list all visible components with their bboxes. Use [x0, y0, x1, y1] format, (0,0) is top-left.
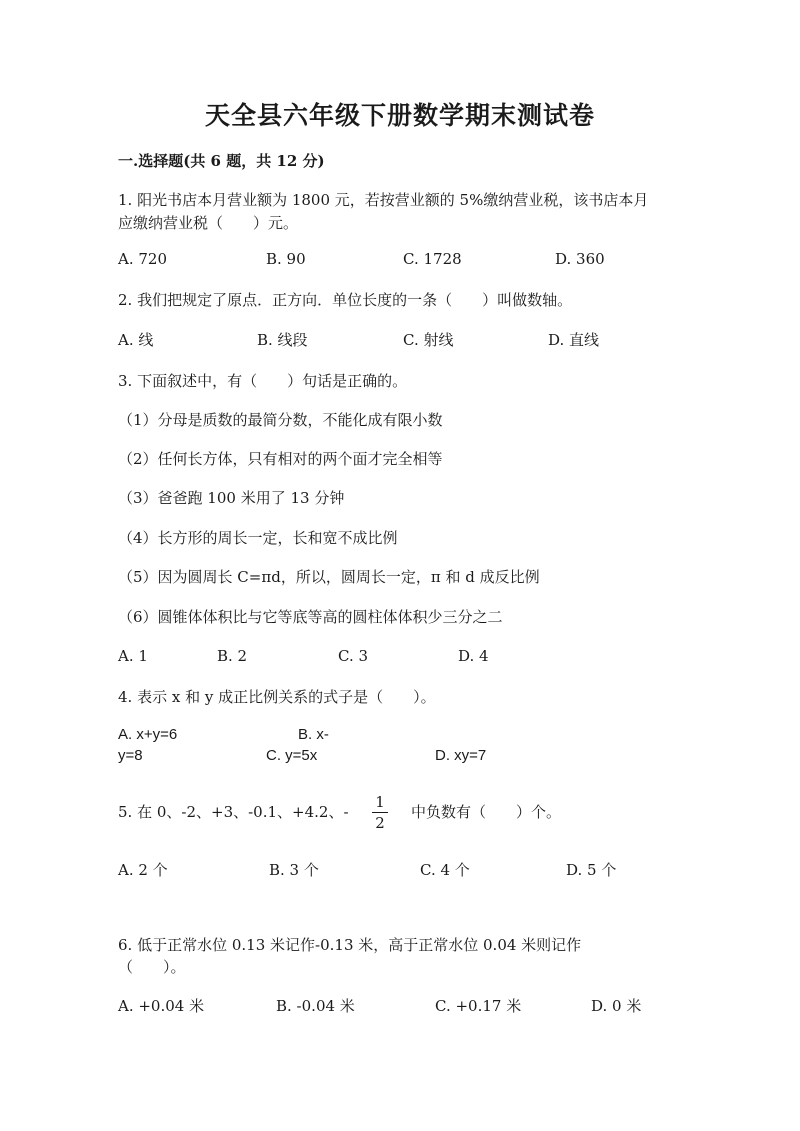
- q1-option-c[interactable]: C. 1728: [403, 250, 462, 268]
- q3-statement: （5）因为圆周长 C=πd，所以，圆周长一定，π 和 d 成反比例: [118, 568, 540, 586]
- q3-option-b[interactable]: B. 2: [217, 647, 248, 665]
- q3-statement: （6）圆锥体体积比与它等底等高的圆柱体体积少三分之二: [118, 608, 503, 626]
- question-1-text-cont: 应缴纳营业税（ ）元。: [118, 214, 299, 232]
- q3-statement: （4）长方形的周长一定，长和宽不成比例: [118, 529, 398, 547]
- q3-statement: （1）分母是质数的最简分数，不能化成有限小数: [118, 411, 443, 429]
- q5-option-c[interactable]: C. 4 个: [420, 861, 470, 879]
- question-2-text: 2. 我们把规定了原点．正方向．单位长度的一条（ ）叫做数轴。: [118, 291, 573, 309]
- question-4-text: 4. 表示 x 和 y 成正比例关系的式子是（ ）。: [118, 688, 436, 706]
- fraction-denominator: 2: [375, 814, 385, 832]
- question-5-text: 5. 在 0、-2、+3、-0.1、+4.2、-: [118, 803, 349, 821]
- q3-option-d[interactable]: D. 4: [458, 647, 489, 665]
- q2-option-b[interactable]: B. 线段: [257, 331, 308, 349]
- q4-option-b-cont: y=8: [118, 747, 143, 764]
- q5-option-b[interactable]: B. 3 个: [269, 861, 319, 879]
- q4-option-c[interactable]: C. y=5x: [266, 747, 318, 764]
- q2-option-d[interactable]: D. 直线: [548, 331, 600, 349]
- fraction-bar: [372, 812, 388, 813]
- q5-option-a[interactable]: A. 2 个: [118, 861, 168, 879]
- q3-statement: （2）任何长方体，只有相对的两个面才完全相等: [118, 450, 443, 468]
- page-title: 天全县六年级下册数学期末测试卷: [204, 101, 595, 130]
- question-6-text: 6. 低于正常水位 0.13 米记作-0.13 米，高于正常水位 0.04 米则记作: [118, 936, 582, 954]
- section-heading: 一.选择题(共 6 题，共 12 分): [118, 152, 325, 170]
- q4-option-a[interactable]: A. x+y=6: [118, 726, 178, 743]
- q4-option-b[interactable]: B. x-: [298, 726, 329, 743]
- q6-option-d[interactable]: D. 0 米: [591, 997, 642, 1015]
- q6-option-c[interactable]: C. +0.17 米: [435, 997, 522, 1015]
- question-5-text-cont: 中负数有（ ）个。: [411, 803, 562, 821]
- q6-option-b[interactable]: B. -0.04 米: [276, 997, 355, 1015]
- question-1-text: 1. 阳光书店本月营业额为 1800 元，若按营业额的 5%缴纳营业税，该书店本月: [118, 191, 649, 209]
- q2-option-a[interactable]: A. 线: [118, 331, 154, 349]
- question-6-text-cont: （ ）。: [118, 958, 186, 976]
- q1-option-a[interactable]: A. 720: [118, 250, 167, 268]
- q3-option-a[interactable]: A. 1: [118, 647, 148, 665]
- q3-option-c[interactable]: C. 3: [338, 647, 369, 665]
- q4-option-d[interactable]: D. xy=7: [435, 747, 487, 764]
- question-3-text: 3. 下面叙述中，有（ ）句话是正确的。: [118, 372, 408, 390]
- q3-statement: （3）爸爸跑 100 米用了 13 分钟: [118, 489, 345, 507]
- fraction-one-half: [372, 793, 388, 832]
- q5-option-d[interactable]: D. 5 个: [566, 861, 617, 879]
- q6-option-a[interactable]: A. +0.04 米: [118, 997, 205, 1015]
- q1-option-d[interactable]: D. 360: [555, 250, 605, 268]
- fraction-numerator: 1: [375, 793, 385, 811]
- q2-option-c[interactable]: C. 射线: [403, 331, 454, 349]
- q1-option-b[interactable]: B. 90: [266, 250, 306, 268]
